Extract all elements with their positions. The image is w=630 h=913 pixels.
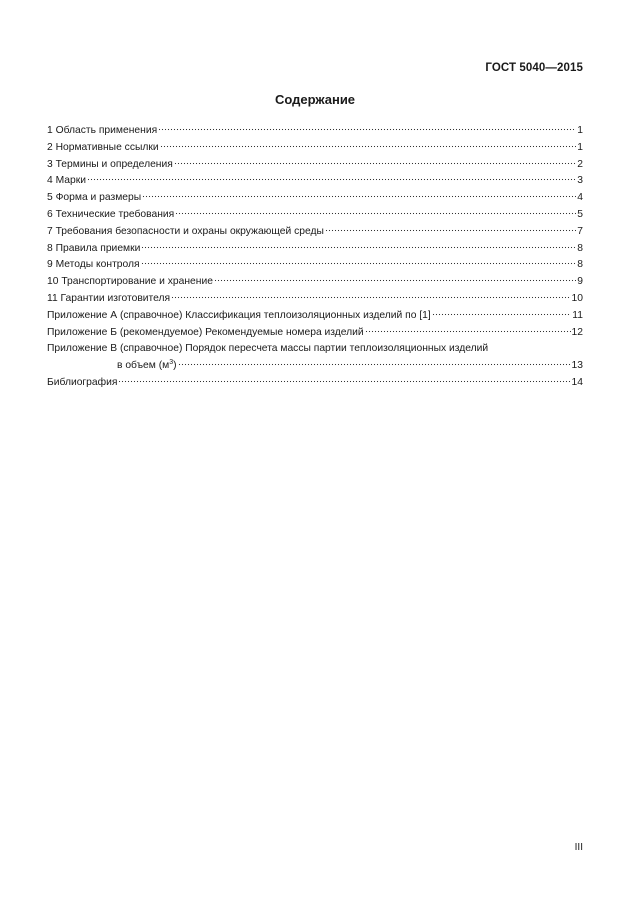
toc-leader-dots: [158, 123, 576, 131]
toc-entry-grades[interactable]: [47, 173, 583, 190]
toc-leader-dots: [141, 257, 577, 265]
toc-entry-label: 8 Правила приемки: [47, 242, 141, 254]
toc-entry-page: 3: [577, 175, 583, 187]
toc-entry-page: 13: [571, 360, 583, 372]
toc-entry-page: 10: [571, 292, 583, 304]
toc-leader-dots: [325, 224, 576, 232]
toc-entry-normative-references[interactable]: [47, 140, 583, 157]
toc-entry-page: 14: [571, 376, 583, 388]
toc-entry-page: 5: [577, 208, 583, 220]
toc-entry-safety-requirements[interactable]: [47, 224, 583, 241]
toc-leader-dots: [214, 274, 576, 282]
toc-entry-acceptance-rules[interactable]: [47, 241, 583, 258]
toc-leader-dots: [365, 325, 571, 333]
toc-entry-terms[interactable]: [47, 157, 583, 174]
toc-entry-scope[interactable]: [47, 123, 583, 140]
table-of-contents: [47, 123, 583, 392]
toc-entry-appendix-b[interactable]: [47, 325, 583, 342]
toc-leader-dots: [175, 207, 576, 215]
toc-entry-label: 7 Требования безопасности и охраны окружающей среды: [47, 225, 324, 237]
toc-entry-appendix-a[interactable]: [47, 308, 583, 325]
toc-leader-dots: [142, 190, 576, 198]
toc-entry-label: Приложение А (справочное) Классификация теплоизоляционных изделий по [1]: [47, 309, 431, 321]
toc-entry-page: 1: [577, 141, 583, 153]
toc-entry-label: 6 Технические требования: [47, 208, 175, 220]
toc-leader-dots: [141, 241, 576, 249]
page-folio: III: [574, 842, 583, 853]
toc-entry-page: 12: [571, 326, 583, 338]
toc-entry-label: 10 Транспортирование и хранение: [47, 276, 213, 288]
toc-entry-technical-requirements[interactable]: [47, 207, 583, 224]
toc-entry-bibliography[interactable]: [47, 375, 583, 392]
toc-entry-page: 7: [577, 225, 583, 237]
toc-entry-label: 5 Форма и размеры: [47, 192, 142, 204]
toc-leader-dots: [118, 375, 570, 383]
toc-entry-label: 2 Нормативные ссылки: [47, 141, 159, 153]
toc-leader-dots: [174, 157, 576, 165]
toc-entry-label: 9 Методы контроля: [47, 259, 140, 271]
toc-entry-page: 11: [572, 309, 583, 321]
toc-entry-manufacturer-warranty[interactable]: [47, 291, 583, 308]
page-title: Содержание: [274, 92, 356, 107]
toc-entry-label: 3 Термины и определения: [47, 158, 173, 170]
toc-entry-label: 1 Область применения: [47, 125, 158, 136]
toc-entry-page: 1: [577, 125, 583, 136]
toc-entry-label: Приложение Б (рекомендуемое) Рекомендуемые номера изделий: [47, 326, 364, 338]
toc-entry-page: 8: [577, 259, 583, 271]
toc-entry-label: 11 Гарантии изготовителя: [47, 292, 171, 304]
document-code: ГОСТ 5040—2015: [485, 62, 583, 74]
toc-entry-shape-and-dimensions[interactable]: [47, 190, 583, 207]
toc-leader-dots: [87, 173, 576, 181]
toc-entry-transport-and-storage[interactable]: [47, 274, 583, 291]
toc-entry-page: 2: [577, 158, 583, 170]
toc-entry-appendix-v[interactable]: [47, 341, 583, 375]
toc-leader-dots: [160, 140, 577, 148]
toc-leader-dots: [178, 358, 571, 366]
toc-entry-test-methods[interactable]: [47, 257, 583, 274]
toc-entry-label: 4 Марки: [47, 175, 86, 187]
toc-leader-dots: [171, 291, 570, 299]
toc-entry-page: 9: [577, 276, 583, 288]
toc-entry-label-continuation: в объем $(м^3)$: [117, 359, 177, 372]
toc-entry-page: 4: [577, 192, 583, 204]
toc-entry-label-line1: Приложение В (справочное) Порядок пересчета массы партии теплоизоляционных изделий: [47, 343, 489, 355]
toc-entry-page: 8: [577, 242, 583, 254]
toc-leader-dots: [432, 308, 572, 316]
toc-entry-label-line2: [47, 358, 583, 375]
toc-entry-label: Библиография: [47, 376, 118, 388]
